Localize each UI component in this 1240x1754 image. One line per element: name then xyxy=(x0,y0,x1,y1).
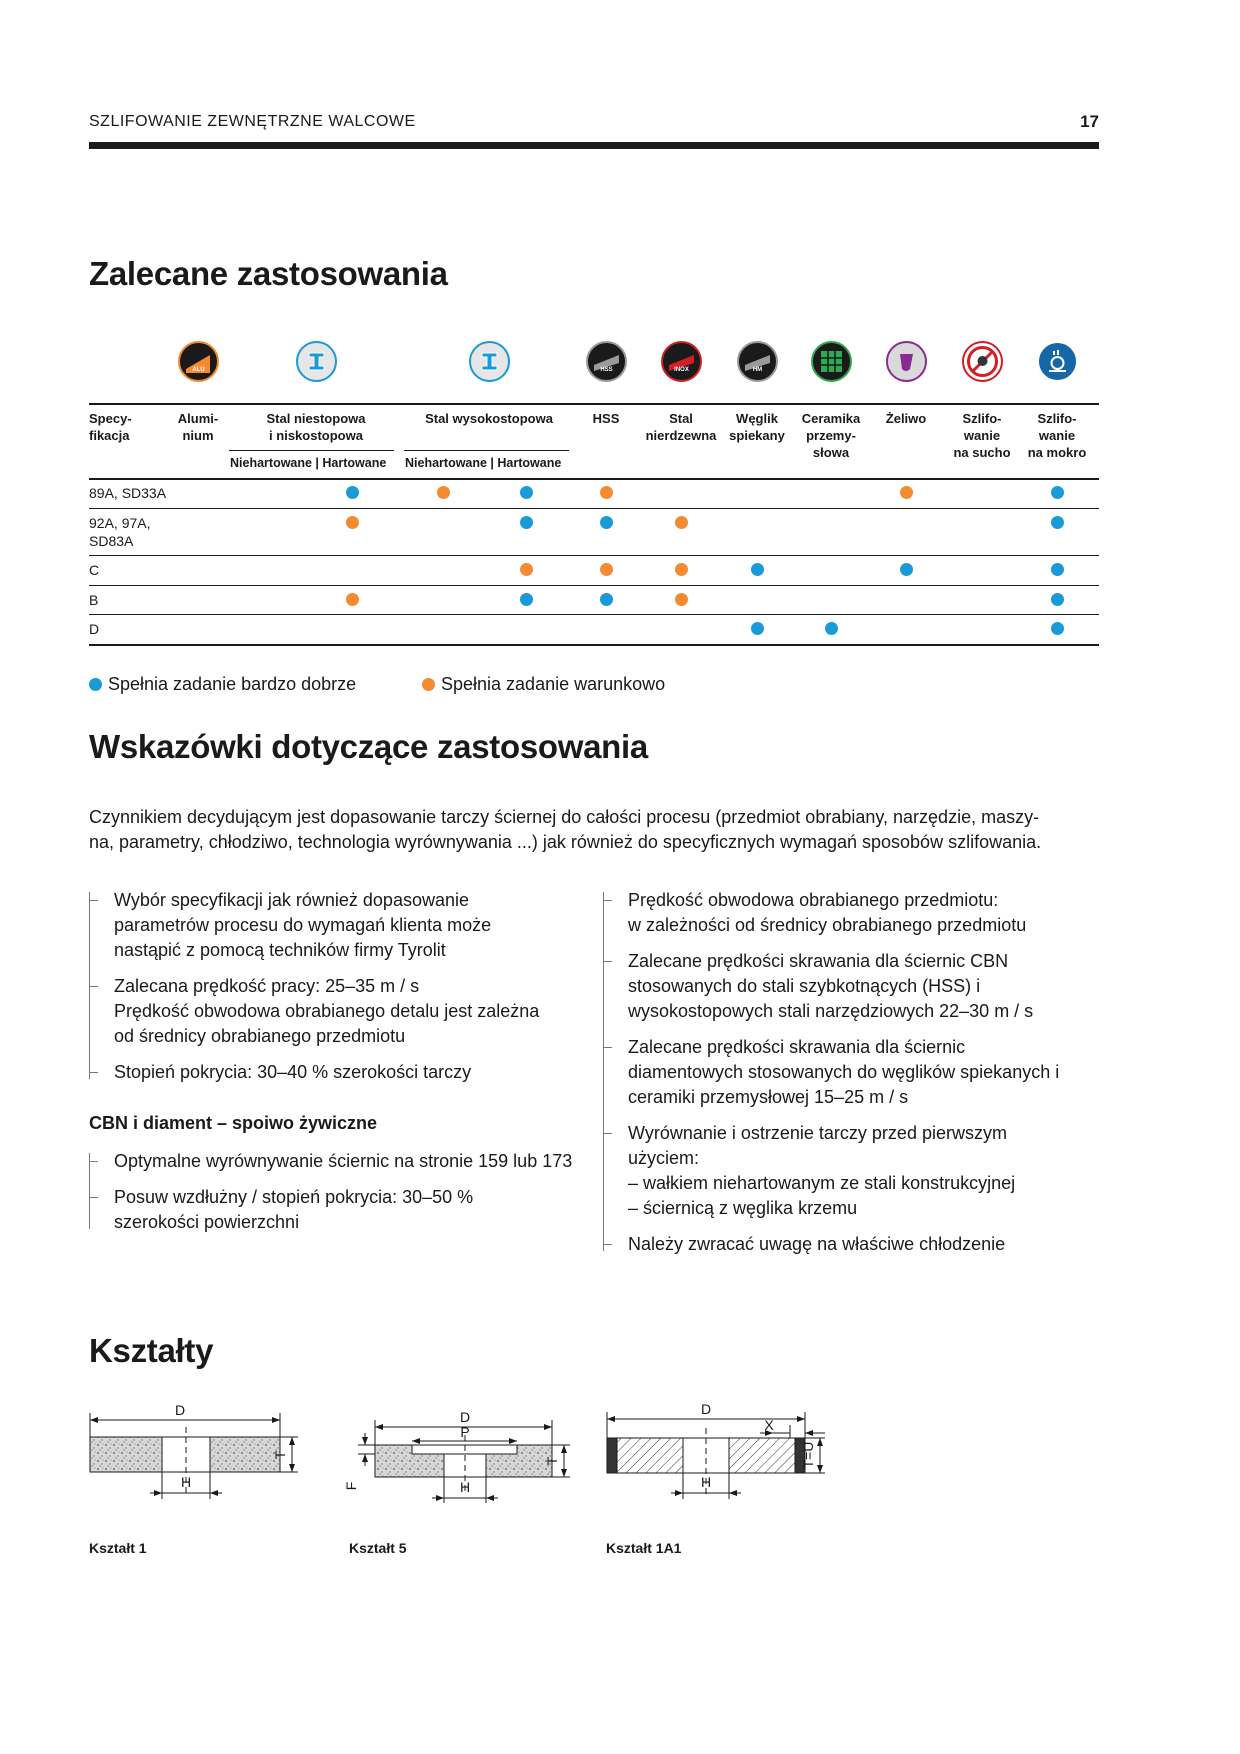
rating-dot-orange xyxy=(346,516,359,529)
header-alu xyxy=(178,410,218,444)
legend-dot-blue xyxy=(89,678,102,691)
row-spec-label xyxy=(89,591,98,609)
inox-icon-label: INOX xyxy=(674,367,689,373)
row-spec-label xyxy=(89,484,166,502)
carbide-icon xyxy=(737,341,778,382)
header-line: na mokro xyxy=(1027,445,1087,460)
list-item xyxy=(603,1121,1103,1221)
table-row-rule xyxy=(89,555,1099,556)
cbn-heading: CBN i diament – spoiwo żywiczne xyxy=(89,1113,378,1133)
list-item-text: diamentowych stosowanych do węglików spiekanych i xyxy=(628,1062,1060,1082)
shape-5-caption: Kształt 5 xyxy=(349,1540,407,1556)
list-item xyxy=(603,1232,1103,1257)
spec-line: C xyxy=(89,562,100,578)
shape-1a1-drawing xyxy=(607,1401,825,1499)
shape-1-drawing xyxy=(90,1402,298,1499)
list-item xyxy=(89,1149,599,1174)
list-tick xyxy=(89,900,98,901)
ceramic-icon xyxy=(811,341,852,382)
header-title: SZLIFOWANIE ZEWNĘTRZNE WALCOWE xyxy=(89,113,416,130)
list-item-text: – wałkiem niehartowanym ze stali konstrukcyjnej xyxy=(628,1173,1016,1193)
left-guidelines-list xyxy=(89,888,589,1096)
header-line: na sucho xyxy=(953,445,1011,460)
list-item-text: od średnicy obrabianego przedmiotu xyxy=(114,1026,406,1046)
table-row-rule xyxy=(89,508,1099,509)
rating-dot-orange xyxy=(900,486,913,499)
rating-dot-blue xyxy=(600,593,613,606)
shape-1-label-d: D xyxy=(174,1402,186,1418)
legend-label: Spełnia zadanie warunkowo xyxy=(441,674,666,694)
header-ceramic xyxy=(802,410,861,461)
shape-5-label-h: H xyxy=(459,1479,471,1495)
shape-1a1-label-tu: T=U xyxy=(800,1441,816,1469)
header-line: Żeliwo xyxy=(885,411,927,426)
header-carbide xyxy=(729,410,785,444)
header-line: Stal wysokostopowa xyxy=(425,411,553,426)
carbide-icon-label: HM xyxy=(752,367,763,373)
spec-line: D xyxy=(89,621,100,637)
list-tick xyxy=(89,1072,98,1073)
inox-icon xyxy=(661,341,702,382)
section-title-shapes: Kształty xyxy=(89,1332,214,1369)
rating-dot-blue xyxy=(825,622,838,635)
list-item-text: ceramiki przemysłowej 15–25 m / s xyxy=(628,1087,909,1107)
header-hss xyxy=(593,410,620,427)
rating-dot-blue xyxy=(1051,516,1064,529)
row-spec-label xyxy=(89,620,99,638)
steel-beam-icon xyxy=(469,341,510,382)
rating-dot-blue xyxy=(1051,563,1064,576)
list-item-text: w zależności od średnicy obrabianego przedmiotu xyxy=(628,915,1027,935)
header-line: fikacja xyxy=(89,428,130,443)
list-item-text: Zalecane prędkości skrawania dla ściernic xyxy=(628,1037,966,1057)
header-steel-high xyxy=(425,410,553,427)
list-item-text: Stopień pokrycia: 30–40 % szerokości tarczy xyxy=(114,1062,472,1082)
list-item-text: stosowanych do stali szybkotnących (HSS) i xyxy=(628,976,981,996)
rating-dot-orange xyxy=(346,593,359,606)
shape-1a1-label-x: X xyxy=(764,1417,774,1433)
dry-grinding-prohibited-icon xyxy=(962,341,1003,382)
shape-5-label-p: P xyxy=(460,1424,470,1440)
shape-1a1-label-h: H xyxy=(700,1474,712,1490)
list-item-text: Prędkość obwodowa obrabianego przedmiotu: xyxy=(628,890,999,910)
rating-dot-orange xyxy=(675,563,688,576)
header-line: przemy- xyxy=(806,428,856,443)
subheader-rule-steel-low xyxy=(229,450,394,451)
list-item-text: Wyrównanie i ostrzenie tarczy przed pierwszym xyxy=(628,1123,1007,1143)
list-item xyxy=(89,1060,589,1085)
right-guidelines-list xyxy=(603,888,1103,1268)
spec-line: 89A, SD33A xyxy=(89,485,167,501)
steel-beam-icon xyxy=(296,341,337,382)
rating-dot-blue xyxy=(900,563,913,576)
shape-5-label-f: F xyxy=(343,1481,359,1491)
shape-5-label-d: D xyxy=(459,1409,471,1425)
list-item-text: Posuw wzdłużny / stopień pokrycia: 30–50 % xyxy=(114,1187,474,1207)
table-row-rule xyxy=(89,644,1099,646)
cast-iron-icon xyxy=(886,341,927,382)
list-item-text: Wybór specyfikacji jak również dopasowanie xyxy=(114,890,469,910)
rating-dot-orange xyxy=(675,516,688,529)
subheader-steel-low: Niehartowane | Hartowane xyxy=(230,456,387,470)
legend-item-blue xyxy=(89,674,356,695)
hss-icon-label: HSS xyxy=(600,367,613,373)
header-line: słowa xyxy=(812,445,850,460)
subheader-rule-steel-high xyxy=(404,450,569,451)
table-row-rule xyxy=(89,585,1099,586)
rating-dot-blue xyxy=(1051,622,1064,635)
list-item xyxy=(89,1185,599,1235)
intro-paragraph xyxy=(89,805,1104,855)
list-item-text: Należy zwracać uwagę na właściwe chłodzenie xyxy=(628,1234,1006,1254)
list-item xyxy=(89,974,589,1049)
rating-dot-blue xyxy=(520,486,533,499)
list-tick xyxy=(603,1047,612,1048)
rating-dot-blue xyxy=(751,622,764,635)
section-title-guidelines: Wskazówki dotyczące zastosowania xyxy=(89,728,648,765)
rating-dot-orange xyxy=(437,486,450,499)
page-number: 17 xyxy=(1080,112,1099,131)
list-item-text: Zalecane prędkości skrawania dla ściernic CBN xyxy=(628,951,1009,971)
intro-line: Czynnikiem decydującym jest dopasowanie tarczy ściernej do całości procesu (przedmiot obrabiany, narzędzie, maszy- xyxy=(89,807,1040,827)
legend-dot-orange xyxy=(422,678,435,691)
rating-dot-blue xyxy=(600,516,613,529)
header-line: Stal xyxy=(669,411,693,426)
subheader-steel-high: Niehartowane | Hartowane xyxy=(405,456,562,470)
table-row-rule xyxy=(89,614,1099,615)
header-line: Szlifo- xyxy=(1037,411,1077,426)
header-line: nierdzewna xyxy=(645,428,717,443)
list-tick xyxy=(603,1244,612,1245)
list-item xyxy=(89,888,589,963)
rating-dot-orange xyxy=(675,593,688,606)
shape-1-label-t: T xyxy=(272,1450,288,1460)
hss-icon xyxy=(586,341,627,382)
list-tick xyxy=(603,1133,612,1134)
aluminium-icon-label: ALU xyxy=(192,367,205,373)
header-line: Węglik xyxy=(736,411,778,426)
list-tick xyxy=(603,961,612,962)
header-line: HSS xyxy=(592,411,620,426)
table-top-rule xyxy=(89,403,1099,405)
list-tick xyxy=(603,900,612,901)
list-item-text: Prędkość obwodowa obrabianego detalu jest zależna xyxy=(114,1001,540,1021)
cbn-guidelines-list xyxy=(89,1149,599,1246)
spec-line: 92A, 97A, xyxy=(89,515,151,531)
header-dry xyxy=(953,410,1010,461)
legend-item-orange xyxy=(422,674,665,695)
list-item-text: wysokostopowych stali narzędziowych 22–30 m / s xyxy=(628,1001,1034,1021)
header-wet xyxy=(1028,410,1087,461)
header-line: Specy- xyxy=(89,411,132,426)
list-tick xyxy=(89,1197,98,1198)
list-item-text: użyciem: xyxy=(628,1148,700,1168)
list-tick xyxy=(89,986,98,987)
header-line: Stal niestopowa xyxy=(266,411,366,426)
header-spec xyxy=(89,410,132,444)
list-item-text: – ściernicą z węglika krzemu xyxy=(628,1198,858,1218)
shape-5-label-t: T xyxy=(544,1456,560,1466)
header-line: Ceramika xyxy=(801,411,861,426)
list-item xyxy=(603,888,1103,938)
list-item-text: Optymalne wyrównywanie ściernic na stronie 159 lub 173 xyxy=(114,1151,573,1171)
shape-1-label-h: H xyxy=(180,1474,192,1490)
legend-label: Spełnia zadanie bardzo dobrze xyxy=(108,674,357,694)
header-inox xyxy=(646,410,717,444)
shape-1a1-caption: Kształt 1A1 xyxy=(606,1540,682,1556)
rating-dot-orange xyxy=(520,563,533,576)
header-line: wanie xyxy=(963,428,1001,443)
header-line: Szlifo- xyxy=(962,411,1002,426)
header-line: nium xyxy=(182,428,214,443)
shape-5-drawing xyxy=(343,1409,570,1503)
list-item xyxy=(603,949,1103,1024)
header-line: i niskostopowa xyxy=(269,428,363,443)
list-item-text: Zalecana prędkość pracy: 25–35 m / s xyxy=(114,976,420,996)
aluminium-icon xyxy=(178,341,219,382)
shapes-drawings xyxy=(80,1395,850,1530)
page-header xyxy=(89,113,1099,149)
intro-line: na, parametry, chłodziwo, technologia wyrównywania ...) jak również do specyficznych wymagań sposobów szlifowania. xyxy=(89,832,1042,852)
header-cast-iron xyxy=(886,410,926,427)
list-tick xyxy=(89,1161,98,1162)
rating-dot-orange xyxy=(600,486,613,499)
rating-dot-blue xyxy=(1051,593,1064,606)
spec-line: B xyxy=(89,592,99,608)
wet-grinding-icon xyxy=(1037,341,1078,382)
header-line: wanie xyxy=(1038,428,1076,443)
header-line: spiekany xyxy=(729,428,785,443)
list-item-text: parametrów procesu do wymagań klienta może xyxy=(114,915,492,935)
list-item-text: nastąpić z pomocą techników firmy Tyrolit xyxy=(114,940,446,960)
table-header-rule xyxy=(89,478,1099,480)
row-spec-label xyxy=(89,561,99,579)
rating-dot-blue xyxy=(520,516,533,529)
shape-1a1-label-d: D xyxy=(700,1401,712,1417)
header-line: Alumi- xyxy=(177,411,219,426)
row-spec-label xyxy=(89,514,151,550)
rating-dot-blue xyxy=(346,486,359,499)
rating-dot-blue xyxy=(520,593,533,606)
list-item-text: szerokości powierzchni xyxy=(114,1212,300,1232)
spec-line: SD83A xyxy=(89,533,134,549)
header-steel-low xyxy=(267,410,366,444)
rating-dot-blue xyxy=(1051,486,1064,499)
shape-1-caption: Kształt 1 xyxy=(89,1540,147,1556)
rating-dot-blue xyxy=(751,563,764,576)
list-item xyxy=(603,1035,1103,1110)
section-title-applications: Zalecane zastosowania xyxy=(89,255,448,292)
rating-dot-orange xyxy=(600,563,613,576)
